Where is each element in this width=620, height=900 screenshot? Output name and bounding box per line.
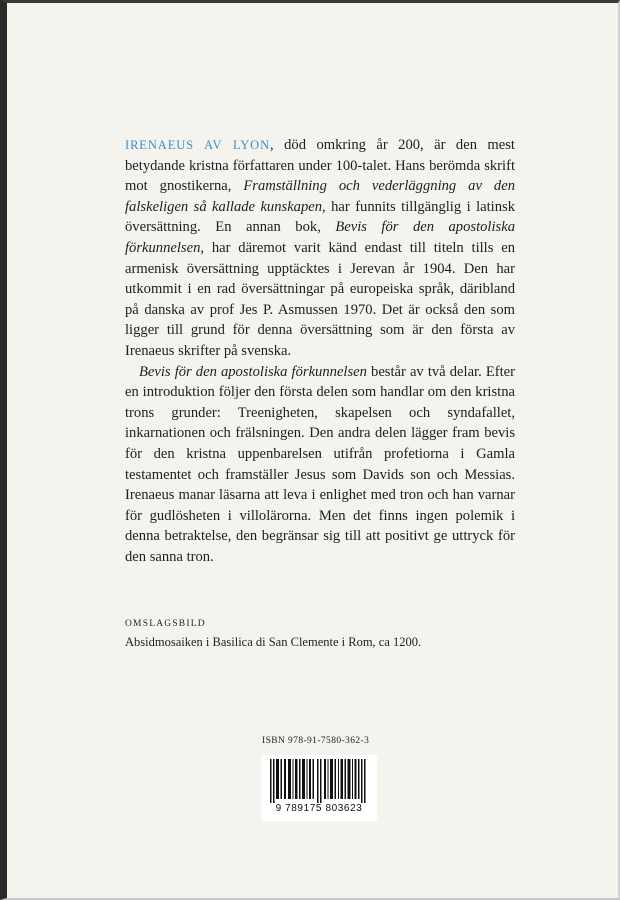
barcode-bars xyxy=(270,759,368,803)
blurb-text: , har funnits tillgänglig i latinsk översättning. En annan bok, xyxy=(125,198,515,236)
barcode-number: 9 789175 803623 xyxy=(275,803,363,814)
blurb-text: , död omkring år 200, är den mest betydande kristna författaren under 100-talet. Hans berömda skrift mot gnostikerna, xyxy=(125,137,515,195)
cover-image-label: OMSLAGSBILD xyxy=(125,619,206,629)
author-lead: IRENAEUS AV LYON xyxy=(125,138,271,152)
blurb-text: består av två delar. Efter en introduktion följer den första delen som handlar om den kristna trons grunder: Treenigheten, skapelsen och syndafallet, inkarnationen och frälsningen. Den andra delen lägger fram bevis för den kristna uppenbarelsen utifrån profetiorna i Gamla testamentet och framställer Jesus som Davids son och Messias. Irenaeus manar läsarna att leva i enlighet med tron och han varnar för gudlösheten i villolärorna. Men det finns ingen polemik i denna betraktelse, den begränsar sig till att positivt ge uttryck för den sanna tron. xyxy=(125,363,515,565)
book-title: Bevis för den apostoliska förkunnelsen xyxy=(139,363,367,380)
cover-image-credit: Absidmosaiken i Basilica di San Clemente i Rom, ca 1200. xyxy=(125,635,422,649)
barcode xyxy=(261,755,377,821)
blurb-paragraph-1 xyxy=(125,135,515,362)
isbn: ISBN 978-91-7580-362-3 xyxy=(262,736,370,746)
blurb xyxy=(125,135,515,567)
blurb-paragraph-2 xyxy=(125,362,515,568)
book-title: Bevis för den apostoliska förkunnelsen xyxy=(125,219,515,256)
blurb-text: , har däremot varit känd endast till titeln tills en armenisk översättning upptäcktes i Jerevan år 1904. Den har utkommit i en rad översättningar på europeiska språk, däribland på danska av prof Jes P. Asmussen 1970. Det är också den som ligger till grund för denna översättning som är den första av Irenaeus skrifter på svenska. xyxy=(125,239,515,359)
book-title: Framställning och vederläggning av den falskeligen så kallade kunskapen xyxy=(125,178,515,215)
